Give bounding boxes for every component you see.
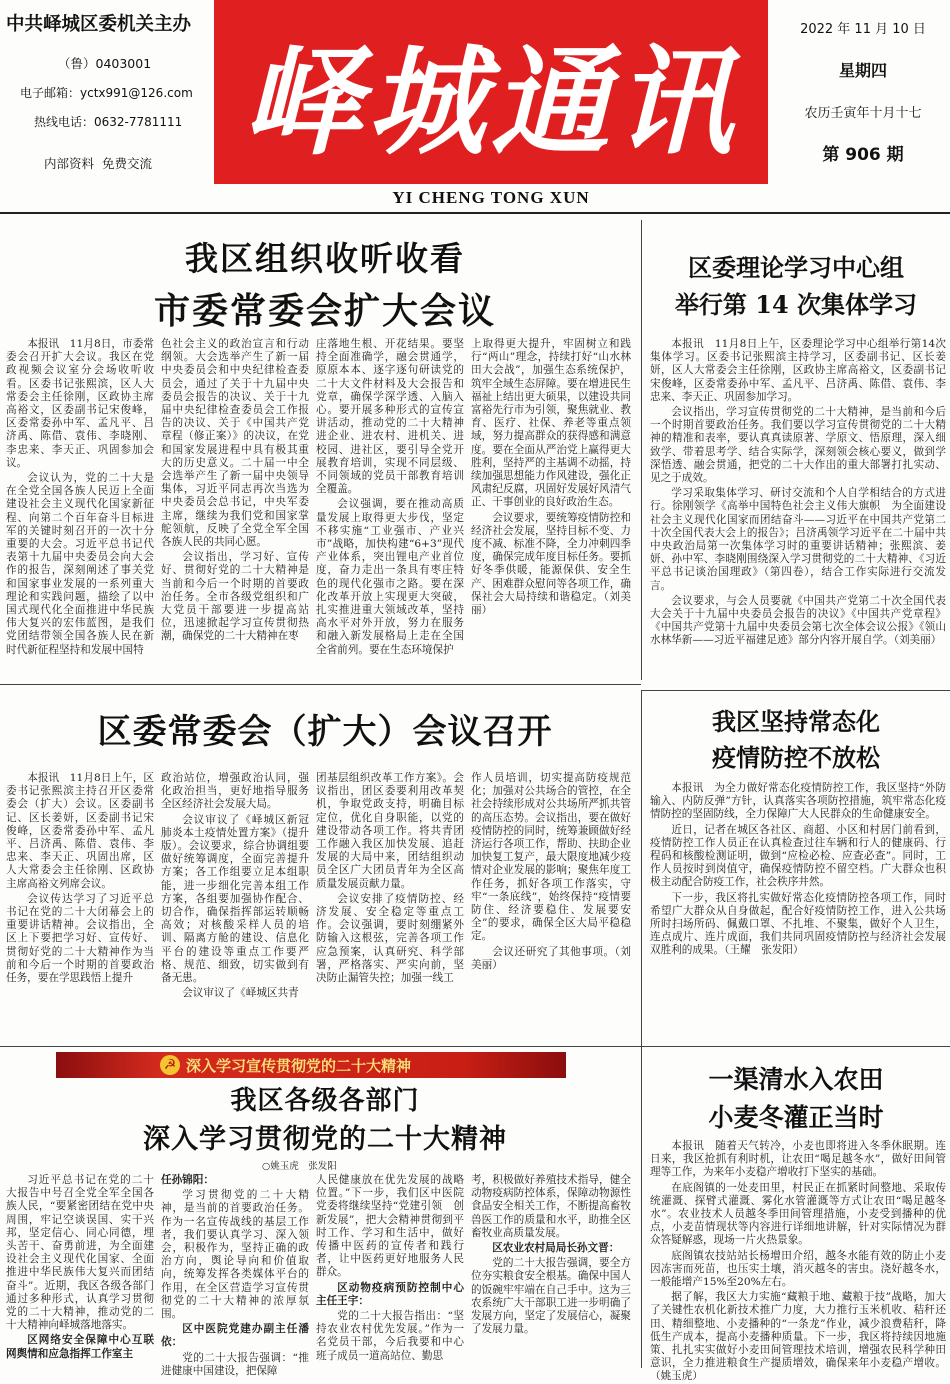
article3-c1-p1: 本报讯 11月8日上午，区委书记张熙滨主持召开区委常委会（扩大）会议。区委副书记、区长姜妍，区委副书记宋俊峰，区委常委孙中军、孟凡平、吕济禹、陈借、袁伟、李忠来、李天正、巩固出席，区人大常委会主任徐刚、区政协主席高裕文列席会议。 [6, 772, 154, 890]
headline-article1-line2: 市委常委会扩大会议 [153, 291, 496, 332]
article3-c2-p3: 会议审议了《峄城区共青 [182, 987, 299, 1000]
divider-vertical-bottom [641, 1046, 642, 1368]
masthead-title-block [214, 0, 768, 184]
article3-c2-p1: 政治站位，增强政治认同，强化政治担当，更好地指导服务全区经济社会发展大局。 [161, 772, 309, 811]
article3-column-2 [161, 772, 309, 1040]
article2-p3: 学习采取集体学习、研讨交流和个人自学相结合的方式进行。徐刚领学《高举中国特色社会主义伟大旗帜 为全面建设社会主义现代化国家而团结奋斗——习近平在中国共产党第二十次全国代表大会上的报告》；吕济禹领学习近平在二十届中共中央政治局第一次集体学习时的重要讲话精神；张熙滨、姜妍、孙中军、李晓刚围绕深入学习贯彻党的二十大精神、《习近平总书记谈治国理政》（第四卷），结合工作实际进行交流发言。 [650, 487, 946, 592]
publisher: 中共峄城区委机关主办 [6, 14, 192, 35]
hotline: 热线电话：0632-7781111 [34, 115, 183, 129]
banner-text: 深入学习宣传贯彻党的二十大精神 [186, 1057, 412, 1075]
masthead-rule [0, 212, 950, 214]
article3-c1-p2: 会议传达学习了习近平总书记在党的二十大闭幕会上的重要讲话精神。会议指出，全区上下要把学习好、宣传好、贯彻好党的二十大精神作为当前和今后一个时期的首要政治任务，要在学思践悟上提升 [6, 892, 154, 985]
article1-column-4 [471, 338, 631, 678]
headline-article2-line2: 举行第 14 次集体学习 [674, 290, 918, 319]
headline-article6-line2: 小麦冬灌正当时 [708, 1103, 884, 1132]
article5-c3-tail: 党的二十大报告指出：“坚持农业农村优先发展。”作为一名党员干部，今后我要和中心班子成员一道高站位、勤思 [316, 1310, 464, 1362]
article3-column-1 [6, 772, 154, 1040]
article1-c1-p1: 本报讯 11月8日，市委常委会召开扩大会议。我区在党政视频会议室分会场收听收看。区委书记张熙滨，区人大常委会主任徐刚，区政协主席高裕文，区委副书记宋俊峰，区委常委孙中军、孟凡平、吕济禹、陈借、袁伟、李晓刚、李忠来、李天正、巩固参加会议。 [6, 338, 154, 469]
article4-body [650, 782, 946, 1040]
article1-c4-p1: 上取得更大提升，牢固树立和践行“两山”理念，持续打好“山水林田大会战”，加强生态系统保护，筑牢全域生态屏障。要在增进民生福祉上结出更大硕果，以建设共同富裕先行市为引领，聚焦就业、教育、医疗、社保、养老等重点领域，努力提高群众的获得感和满意度。要在全面从严治党上赢得更大胜利，坚持严的主基调不动摇，持续加强思想能力作风建设，强化正风肃纪反腐，巩固好发展好风清气正、干事创业的良好政治生态。 [471, 338, 631, 509]
headline-article6-line1: 一渠清水入农田 [708, 1065, 884, 1094]
headline-article1-line1: 我区组织收听收看 [185, 239, 465, 278]
article5-c4-tail: 党的二十大报告强调，要全方位夯实粮食安全根基。确保中国人的饭碗牢牢端在自己手中。这为三农系统广大干部职工进一步明确了发展方向，坚定了发展信心，凝聚了发展力量。 [471, 1257, 631, 1336]
article5-column-4 [471, 1174, 631, 1366]
article1-c1-p2: 会议认为，党的二十大是在全党全国各族人民迈上全面建设社会主义现代化国家新征程、向第二个百年奋斗目标进军的关键时刻召开的一次十分重要的大会。习近平总书记代表第十九届中央委员会向大会作的报告，深刻阐述了事关党和国家事业发展的一系列重大理论和实践问题，描绘了以中国式现代化全面推进中华民族伟大复兴的宏伟蓝图，是我们党团结带领全国各族人民在新时代新征程坚持和发展中国特 [6, 472, 154, 656]
masthead-pinyin: YI CHENG TONG XUN [392, 188, 590, 207]
article2-p1: 本报讯 11月8日上午，区委理论学习中心组举行第14次集体学习。区委书记张熙滨主持学习，区委副书记、区长姜妍，区人大常委会主任徐刚，区政协主席高裕文，区委副书记宋俊峰，区委常委孙中军、孟凡平、吕济禹、陈借、袁伟、李忠来、李天正、巩固参加学习。 [650, 338, 946, 403]
article1-c3-p1: 庄落地生根、开花结果。要坚持全面准确学，融会贯通学，原原本本、逐字逐句研读党的二十大文件材料及大会报告和党章，确保学深学透、入脑入心。要开展多种形式的宣传宣讲活动，推动党的二十大精神进企业、进农村、进机关、进校园、进社区，要引导全党开展教育培训，实现不同层级、不同领域的党员干部教育培训全覆盖。 [316, 338, 464, 496]
article6-p1: 本报讯 随着天气转冷，小麦也即将进入冬季休眠期。连日来，我区抢抓有利时机，让农田“喝足越冬水”，做好田间管理等工作，为来年小麦稳产增收打下坚实的基础。 [650, 1140, 946, 1179]
lunar-date: 农历壬寅年十月十七 [804, 106, 922, 121]
article3-c2-p2: 会议审议了《峄城区新冠肺炎本土疫情处置方案》（提升版）。会议要求，综合协调组要做好统筹调度，全面完善提升方案；各工作组要立足本组职能，进一步细化完善本组工作方案，各组要加强协作配合、切合作，确保指挥部运转顺畅高效；对核酸采样人员的培训、隔离方舱的建设、信息化平台的建设等重点工作要严格、规范、细致，切实做到有备无患。 [161, 813, 309, 985]
article5-column-2 [161, 1174, 309, 1377]
weekday: 星期四 [838, 61, 887, 80]
headline-article4-line2: 疫情防控不放松 [712, 743, 880, 772]
divider-article2-bottom [641, 690, 950, 691]
article2-p2: 会议指出，学习宣传贯彻党的二十大精神，是当前和今后一个时期首要政治任务。我们要以学习宣传贯彻党的二十大精神的精准和表率，要认真真读原著、学原文、悟原理，深入细致学、带着思考学、结合实际学，深刻领会核心要义，做到学深悟透、融会贯通，把党的二十大作出的重大部署打扎实动、见之于成效。 [650, 406, 946, 485]
article6-p4: 据了解，我区大力实施“藏粮于地、藏粮于技”战略，加大了关键性农机化新技术推广力度，大力推行玉米机收、秸秆还田、精细整地、小麦播种的“一条龙”作业，减少浪费秸秆，降低生产成本，提高小麦播种质量。下一步，我区将持续因地施策、扎扎实实做好小麦田间管理技术培训，增强农民科学种田意识，全力推进粮食生产提质增效，确保来年小麦稳产增收。（姚玉虎） [650, 1291, 946, 1383]
article5-c4-sub: 区农业农村局局长孙文晋： [492, 1242, 620, 1255]
party-emblem-icon: ☭ [160, 1055, 180, 1075]
theme-banner [56, 1052, 566, 1078]
distribution-note: 内部资料 免费交流 [44, 156, 152, 171]
article5-c2-p1: 学习贯彻党的二十大精神，是当前的首要政治任务。作为一名宣传战线的基层工作者，我们要认真学习、深入领会，积极作为，坚持正确的政治方向，舆论导向和价值取向，统筹发挥各类媒体平台的作用，在全区营造学习宣传贯彻党的二十大精神的浓厚氛围。 [161, 1189, 309, 1321]
permit-number: （鲁）0403001 [58, 56, 152, 71]
article1-c2-p2: 会议指出，学习好、宣传好、贯彻好党的二十大精神是当前和今后一个时期的首要政治任务。全市各级党组织和广大党员干部要进一步提高站位，迅速掀起学习宣传贯彻热潮，确保党的二十大精神在枣 [161, 551, 309, 643]
headline-article3: 区委常委会（扩大）会议召开 [97, 712, 553, 752]
article5-c2-tail: 党的二十大报告强调：“推进健康中国建设，把保障 [161, 1351, 309, 1377]
article1-column-1 [6, 338, 154, 678]
issue-date: 2022 年 11 月 10 日 [800, 22, 926, 37]
article5-c4-p1: 考，积极做好养殖技术指导，健全动物疫病防控体系，保障动物源性食品安全相关工作，不断提高畜牧兽医工作的质量和水平，助推全区畜牧业高质量发展。 [471, 1174, 631, 1239]
article1-column-3 [316, 338, 464, 678]
article5-byline: ○姚玉虎 张发阳 [262, 1161, 337, 1172]
article5-c3-p1: 人民健康放在优先发展的战略位置。”下一步，我们区中医院党委将继续坚持“党建引领 创新发展”，把大会精神贯彻到平时工作、学习和生活中，做好传播中医药的宣传者和践行者，让中医药更好地服务人民群众。 [316, 1174, 464, 1279]
article4-p1: 本报讯 为全力做好常态化疫情防控工作，我区坚持“外防输入、内防反弹”方针，认真落实各项防控措施，筑牢常态化疫情防控的坚固防线，全力保障广大人民群众的生命健康安全。 [650, 782, 946, 821]
article6-body [650, 1140, 946, 1383]
article5-c1-sub: 区网络安全保障中心互联网舆情和应急指挥工作室主 [6, 1334, 154, 1360]
article5-c2-sub: 任孙锦阳： [161, 1174, 214, 1186]
article4-p3: 下一步，我区将扎实做好常态化疫情防控各项工作，同时希望广大群众从自身做起，配合好疫情防控工作，进入公共场所时扫场所码、佩戴口罩、不扎堆、不聚集，做好个人卫生，连点成片、连片成面，我们共同巩固疫情防控与经济社会发展双胜利的成果。（王耀 张发阳） [650, 891, 946, 957]
article4-p2: 近日，记者在城区各社区、商超、小区和村居门前看到，疫情防控工作人员正在认真检查过往车辆和行人的健康码、行程码和核酸检测证明，做到“应检必检、应查必查”。同时，工作人员按时到岗值守，确保疫情防控不留空档。广大群众也积极主动配合防疫工作，社会秩序井然。 [650, 823, 946, 889]
headline-article5-line2: 深入学习贯彻党的二十大精神 [143, 1124, 507, 1155]
article3-c3-p2: 会议安排了疫情防控、经济发展、安全稳定等重点工作。会议强调，要时刻绷紧外防输入这根弦，完善各项工作应急预案，认真研究、科学部署，严格落实、严实向前，坚决防止漏管失控；加强一线工 [316, 892, 464, 985]
article3-column-4 [471, 772, 631, 1040]
email: 电子邮箱：yctx991@126.com [20, 86, 193, 100]
article1-c2-p1: 色社会主义的政治宣言和行动纲领。大会选举产生了新一届中央委员会和中央纪律检查委员会，通过了关于十九届中央委员会报告的决议、关于十九届中央纪律检查委员会工作报告的决议、关于《中国共产党章程（修正案）》的决议，在党和国家发展进程中具有极其重大的历史意义。二十届一中全会选举产生了新一届中央领导集体，习近平同志再次当选为中央委员会总书记，中央军委主席，继续为我们党和国家掌舵领航，反映了全党全军全国各族人民的共同心愿。 [161, 338, 309, 549]
article5-c3-sub: 区动物疫病预防控制中心主任王宇： [316, 1281, 464, 1307]
headline-article5-line1: 我区各级各部门 [230, 1086, 420, 1116]
masthead [0, 0, 950, 212]
article3-column-3 [316, 772, 464, 1040]
headline-article4-line1: 我区坚持常态化 [712, 707, 880, 736]
article2-p4: 会议要求，与会人员要就《中国共产党第二十次全国代表大会关于十九届中央委员会报告的决议》《中国共产党章程》《中国共产党第十九届中央委员会第七次全体会议公报》《领山水林华新——习近平福建足迹》部分内容开展自学。（刘美丽） [650, 594, 946, 647]
article6-p2: 在底阁镇的一处麦田里，村民正在抓紧时间整地、采取传统灌溉、探臂式灌溉、雾化水管灌溉等方式让农田“喝足越冬水”。农业技术人员越冬季田间管理措施，小麦受到播种的优点，小麦苗情现状等内容进行详细地讲解，针对实际情况为群众答疑解惑，现场一片火热景象。 [650, 1181, 946, 1247]
article3-c4-p2: 会议还研究了其他事项。（刘美丽） [471, 945, 631, 971]
article6-p3: 底阁镇农技站站长杨增田介绍，越冬水能有效的防止小麦因冻害而死苗，也压实土壤，消灭越冬的害虫。浇好越冬水，一般能增产15%至20%左右。 [650, 1249, 946, 1289]
article5-c2-sub2: 区中医院党建办副主任潘依： [161, 1323, 309, 1349]
article3-c3-p1: 团基层组织改革工作方案》。会议指出，团区委要利用改革契机，争取党政支持，明确目标定位，优化自身职能，以党的建设带动各项工作。将共青团工作融入我区加快发展、追赶发展的大局中来，团结组织动员全区广大团员青年为全区高质量发展贡献力量。 [316, 772, 464, 890]
article1-column-2 [161, 338, 309, 678]
article1-c3-p2: 会议强调，要在推动高质量发展上取得更大步伐，坚定不移实施“工业强市、产业兴市”战略，加快构建“6+3”现代产业体系，突出锂电产业首位度，奋力走出一条具有枣庄特色的现代化强市之路。要在深化改革开放上实现更大突破，扎实推进重大领域改革，坚持高水平对外开放，努力在服务和融入新发展格局上走在全国全省前列。要在生态环境保护 [316, 498, 464, 656]
article3-c4-p1: 作人员培训，切实提高防疫规范化；加强对公共场合的管控，在全社会持续形成对公共场所严抓共管的高压态势。会议指出，要在做好疫情防控的同时，统筹兼顾做好经济运行各项工作，帮助、扶助企业加快复工复产，最大限度地减少疫情对企业发展的影响；聚焦年度工作任务，抓好各项工作落实，守牢“一条底线”，始终保持“疫情要防住、经济要稳住、发展要安全”的要求，确保全区大局平稳稳定。 [471, 772, 631, 943]
article5-c1-p1: 习近平总书记在党的二十大报告中号召全党全军全国各族人民，“要紧密团结在党中央周围，牢记空谈误国、实干兴邦，坚定信心、同心同德，埋头苦干、奋勇前进，为全面建设社会主义现代化国家、全面推进中华民族伟大复兴而团结奋斗”。近期，我区各级各部门通过多种形式，认真学习贯彻党的二十大精神，推动党的二十大精神向峄城落地落实。 [6, 1174, 154, 1332]
article5-column-3 [316, 1174, 464, 1366]
divider-vertical-middle [641, 690, 642, 1046]
article1-c4-p2: 会议要求，要统筹疫情防控和经济社会发展，坚持目标不变、力度不减、标准不降，全力冲刺四季度，确保完成年度目标任务。要抓好冬季供暖，能源保供、安全生产、困难群众慰问等各项工作，确保社会大局持续和谐稳定。（刘美丽） [471, 511, 631, 617]
divider-article1-bottom [0, 684, 641, 685]
divider-article3-bottom [0, 1046, 950, 1047]
issue-number: 第 906 期 [822, 145, 904, 165]
headline-article2-line1: 区委理论学习中心组 [688, 253, 904, 282]
article5-column-1 [6, 1174, 154, 1366]
article2-body [650, 338, 946, 682]
masthead-title: 峄城通讯 [242, 32, 739, 171]
divider-vertical-top [641, 220, 642, 680]
